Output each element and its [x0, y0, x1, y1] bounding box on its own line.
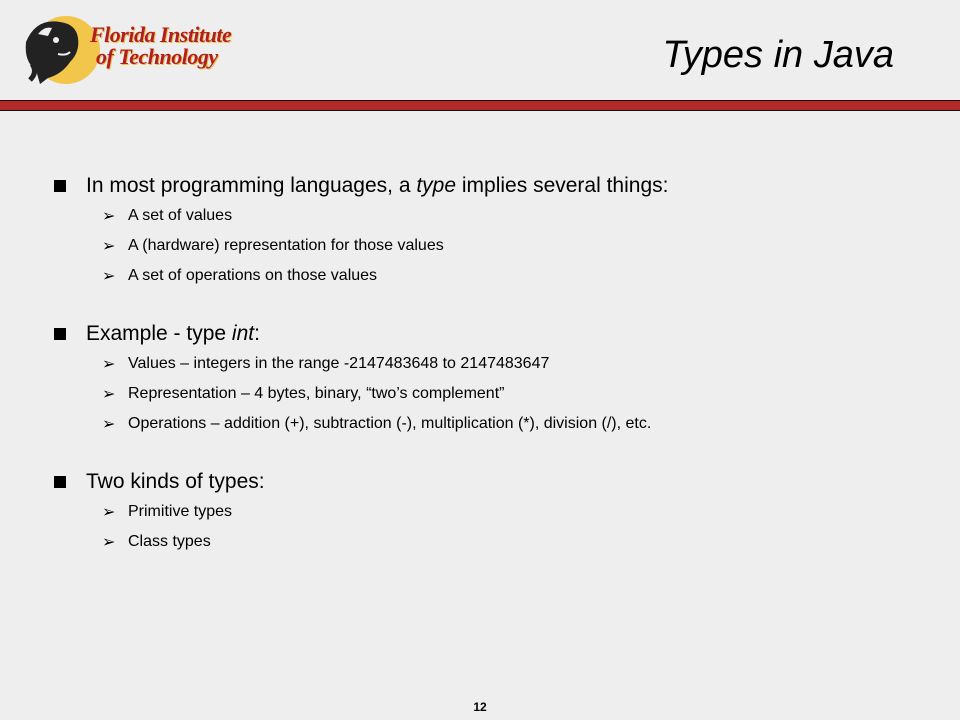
bullet-text: Example - type [86, 322, 232, 345]
arrow-bullet-icon: ➢ [102, 534, 116, 551]
sub-bullet-text: Representation – 4 bytes, binary, “two’s complement” [128, 385, 505, 402]
bullet-text: Two kinds of types: [86, 470, 265, 493]
logo-line-1: Florida Institute [90, 22, 232, 47]
sub-bullet-text: Operations – addition (+), subtraction (-), multiplication (*), division (/), etc. [128, 415, 652, 432]
slide-title: Types in Java [662, 34, 894, 76]
fit-logo [18, 12, 248, 86]
page-number: 12 [473, 700, 487, 714]
arrow-bullet-icon: ➢ [102, 386, 116, 403]
bullet-level-2 [52, 354, 932, 374]
section-type-definition [52, 172, 932, 286]
bullet-level-2 [52, 266, 932, 286]
sub-bullet-text: Class types [128, 533, 211, 550]
section-kinds-of-types [52, 468, 932, 552]
sub-bullet-text: A (hardware) representation for those values [128, 237, 444, 254]
bullet-text: In most programming languages, a [86, 174, 417, 197]
sub-bullet-text: Values – integers in the range -2147483648 to 2147483647 [128, 355, 550, 372]
square-bullet-icon [54, 328, 66, 340]
bullet-level-2 [52, 414, 932, 434]
header-rule [0, 100, 960, 111]
bullet-level-2 [52, 236, 932, 256]
sub-bullet-text: Primitive types [128, 503, 233, 520]
bullet-level-2 [52, 502, 932, 522]
bullet-level-2 [52, 532, 932, 552]
bullet-level-1 [52, 468, 932, 496]
arrow-bullet-icon: ➢ [102, 356, 116, 373]
bullet-emphasis: int [231, 322, 255, 345]
section-int-example [52, 320, 932, 434]
arrow-bullet-icon: ➢ [102, 238, 116, 255]
arrow-bullet-icon: ➢ [102, 504, 116, 521]
sub-bullet-text: A set of operations on those values [128, 267, 378, 284]
arrow-bullet-icon: ➢ [102, 208, 116, 225]
bullet-level-2 [52, 384, 932, 404]
bullet-level-1 [52, 172, 932, 200]
logo-line-2: of Technology [96, 44, 218, 69]
bullet-text-tail: implies several things: [456, 174, 669, 197]
logo-wordmark [90, 24, 231, 68]
square-bullet-icon [54, 180, 66, 192]
bullet-level-1 [52, 320, 932, 348]
square-bullet-icon [54, 476, 66, 488]
arrow-bullet-icon: ➢ [102, 268, 116, 285]
bullet-level-2 [52, 206, 932, 226]
arrow-bullet-icon: ➢ [102, 416, 116, 433]
slide-body [52, 172, 932, 586]
bullet-emphasis: type [416, 174, 457, 197]
sub-bullet-text: A set of values [128, 207, 233, 224]
bullet-text-tail: : [254, 322, 260, 345]
